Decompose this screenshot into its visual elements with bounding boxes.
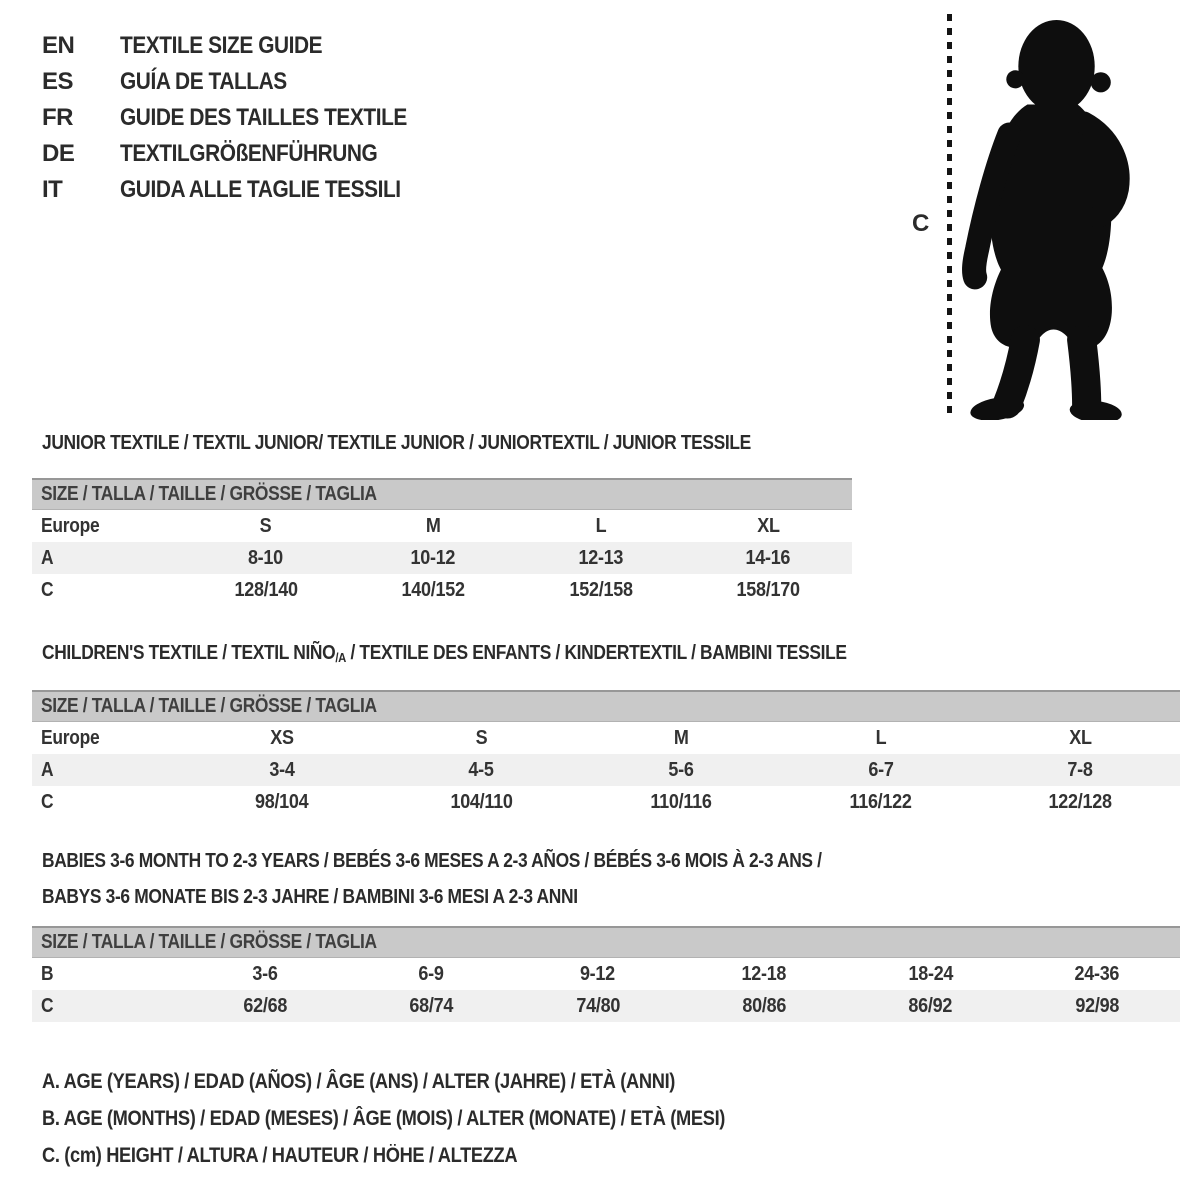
- guide-title-fr: GUIDE DES TAILLES TEXTILE: [120, 104, 407, 131]
- height-cell: 122/128: [1048, 790, 1112, 813]
- legend-line-a: [42, 1070, 770, 1094]
- babies-size-header-bar: [32, 926, 1180, 958]
- row-label: C: [41, 994, 54, 1017]
- guide-title-de: TEXTILGRÖßENFÜHRUNG: [120, 140, 378, 167]
- language-row-it: [42, 172, 450, 208]
- children-row-height: [32, 786, 1180, 818]
- babies-row-height: [32, 990, 1180, 1022]
- row-label: C: [41, 578, 54, 601]
- row-label: A: [41, 758, 54, 781]
- guide-title-en: TEXTILE SIZE GUIDE: [120, 32, 323, 59]
- children-row-age: [32, 754, 1180, 786]
- height-cell: 80/86: [742, 994, 786, 1017]
- age-cell: 14-16: [745, 546, 791, 569]
- legend-line-a-text: A. AGE (YEARS) / EDAD (AÑOS) / ÂGE (ANS) / ALTER (JAHRE) / ETÀ (ANNI): [42, 1070, 676, 1093]
- junior-size-table: [32, 478, 852, 606]
- size-cell: M: [673, 726, 689, 749]
- row-label: C: [41, 790, 54, 813]
- babies-title-line2-text: BABYS 3-6 MONATE BIS 2-3 JAHRE / BAMBINI 3-6 MESI A 2-3 ANNI: [42, 886, 578, 908]
- children-section-title-text: CHILDREN'S TEXTILE / TEXTIL NIÑO/A / TEXTILE DES ENFANTS / KINDERTEXTIL / BAMBINI TESSILE: [42, 642, 847, 665]
- row-label: Europe: [41, 514, 100, 537]
- children-size-header-bar: [32, 690, 1180, 722]
- size-cell: XL: [1068, 726, 1092, 749]
- size-cell: M: [425, 514, 441, 537]
- height-cell: 74/80: [575, 994, 620, 1017]
- nino-a-subscript: /A: [335, 650, 346, 665]
- language-code-en: EN: [42, 32, 75, 59]
- height-cell: 92/98: [1074, 994, 1119, 1017]
- toddler-silhouette: [956, 16, 1144, 420]
- babies-title-line1-text: BABIES 3-6 MONTH TO 2-3 YEARS / BEBÉS 3-6 MESES A 2-3 AÑOS / BÉBÉS 3-6 MOIS À 2-3 ANS /: [42, 850, 822, 872]
- age-cell: 3-4: [269, 758, 295, 781]
- language-code-es: ES: [42, 68, 74, 95]
- age-cell: 4-5: [468, 758, 494, 781]
- height-cell: 128/140: [234, 578, 298, 601]
- height-cell: 110/116: [650, 790, 712, 813]
- months-cell: 3-6: [252, 962, 278, 985]
- language-code-de: DE: [42, 140, 75, 167]
- row-label: B: [41, 962, 54, 985]
- height-cell: 98/104: [255, 790, 309, 813]
- age-cell: 10-12: [410, 546, 456, 569]
- babies-size-header-text: SIZE / TALLA / TAILLE / GRÖSSE / TAGLIA: [41, 931, 377, 953]
- junior-section-title: [42, 432, 857, 455]
- babies-row-months: [32, 958, 1180, 990]
- months-cell: 12-18: [741, 962, 787, 985]
- height-cell: 116/122: [849, 790, 912, 813]
- junior-row-europe: [32, 510, 852, 542]
- guide-title-es: GUÍA DE TALLAS: [120, 68, 287, 95]
- language-row-en: [42, 28, 450, 64]
- height-cell: 152/158: [569, 578, 633, 601]
- junior-size-header-text: SIZE / TALLA / TAILLE / GRÖSSE / TAGLIA: [41, 483, 377, 505]
- age-cell: 12-13: [578, 546, 624, 569]
- height-measure-dashed-line: [947, 14, 952, 418]
- size-cell: XS: [270, 726, 294, 749]
- legend-line-c: [42, 1144, 588, 1168]
- children-row-europe: [32, 722, 1180, 754]
- height-cell: 86/92: [908, 994, 953, 1017]
- language-row-fr: [42, 100, 450, 136]
- children-section-title: [42, 642, 967, 665]
- row-label: A: [41, 546, 54, 569]
- height-cell: 158/170: [736, 578, 800, 601]
- legend-line-b: [42, 1107, 827, 1131]
- language-row-de: [42, 136, 450, 172]
- size-cell: L: [875, 726, 886, 749]
- junior-section-title-text: JUNIOR TEXTILE / TEXTIL JUNIOR/ TEXTILE JUNIOR / JUNIORTEXTIL / JUNIOR TESSILE: [42, 432, 751, 454]
- language-title-list: [42, 28, 450, 208]
- months-cell: 18-24: [908, 962, 953, 985]
- babies-section-title-line1: [42, 850, 938, 873]
- measure-label-c: C: [912, 210, 930, 237]
- height-cell: 68/74: [409, 994, 454, 1017]
- size-cell: XL: [757, 514, 780, 537]
- junior-row-age: [32, 542, 852, 574]
- months-cell: 6-9: [418, 962, 445, 985]
- size-cell: S: [259, 514, 272, 537]
- age-cell: 7-8: [1067, 758, 1093, 781]
- height-cell: 140/152: [401, 578, 465, 601]
- size-cell: S: [475, 726, 488, 749]
- size-cell: L: [595, 514, 607, 537]
- legend-line-b-text: B. AGE (MONTHS) / EDAD (MESES) / ÂGE (MOIS) / ALTER (MONATE) / ETÀ (MESI): [42, 1107, 726, 1130]
- row-label: Europe: [41, 726, 100, 749]
- language-row-es: [42, 64, 450, 100]
- children-size-table: [32, 690, 1180, 818]
- age-cell: 5-6: [668, 758, 694, 781]
- junior-size-header-bar: [32, 478, 852, 510]
- language-code-fr: FR: [42, 104, 73, 131]
- junior-row-height: [32, 574, 852, 606]
- age-cell: 6-7: [867, 758, 894, 781]
- age-cell: 8-10: [248, 546, 284, 569]
- language-code-it: IT: [42, 176, 63, 203]
- legend-line-c-text: C. (cm) HEIGHT / ALTURA / HAUTEUR / HÖHE / ALTEZZA: [42, 1144, 518, 1167]
- babies-size-table: [32, 926, 1180, 1022]
- months-cell: 9-12: [580, 962, 616, 985]
- babies-section-title-line2: [42, 886, 658, 909]
- guide-title-it: GUIDA ALLE TAGLIE TESSILI: [120, 176, 401, 203]
- height-cell: 62/68: [243, 994, 288, 1017]
- height-cell: 104/110: [450, 790, 513, 813]
- children-size-header-text: SIZE / TALLA / TAILLE / GRÖSSE / TAGLIA: [41, 695, 377, 717]
- months-cell: 24-36: [1074, 962, 1120, 985]
